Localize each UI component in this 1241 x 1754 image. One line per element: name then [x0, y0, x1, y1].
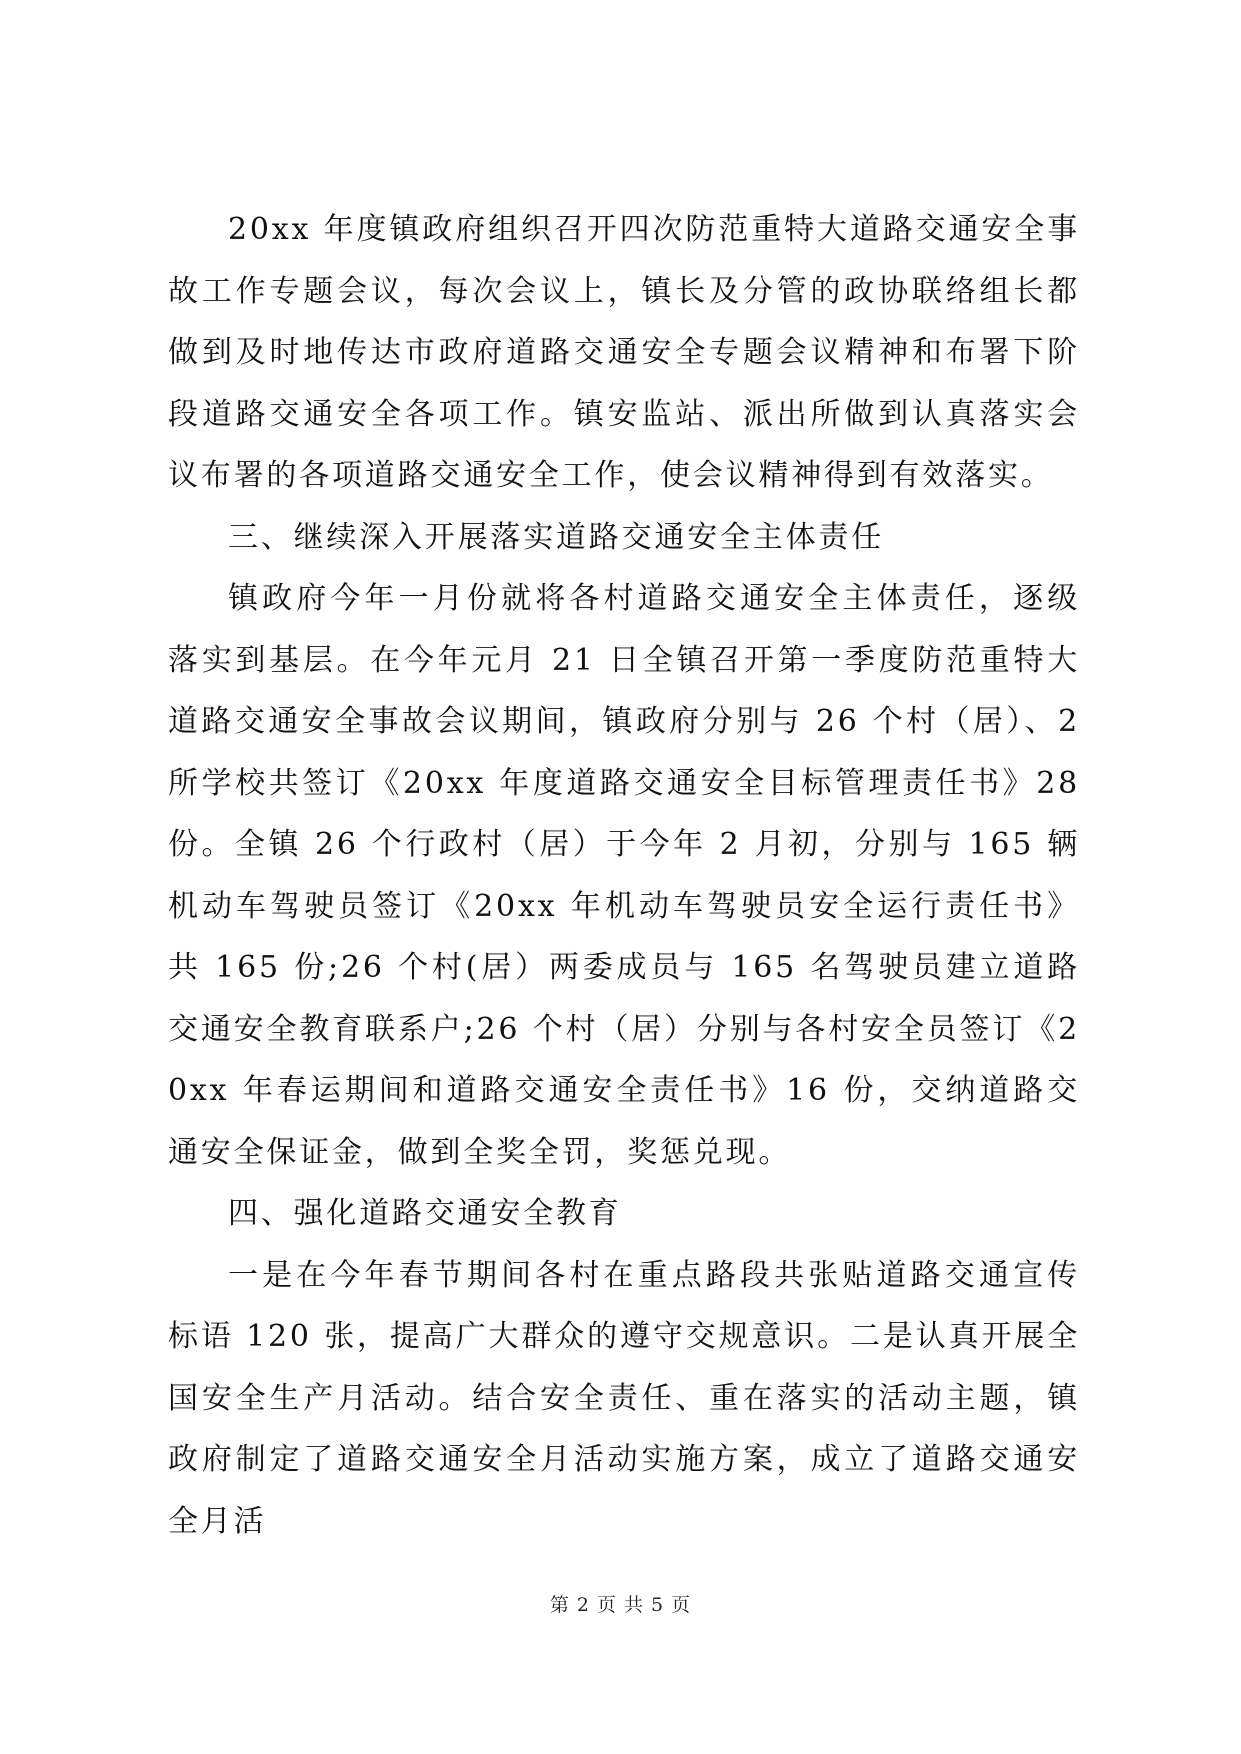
paragraph-responsibility: 镇政府今年一月份就将各村道路交通安全主体责任，逐级落实到基层。在今年元月 21 日全镇召开第一季度防范重特大道路交通安全事故会议期间，镇政府分别与 26 个村（居）、2 所学校共签订《20xx 年度道路交通安全目标管理责任书》28 份。全镇 26 个行政村（居）于今年 2 月初，分别与 165 辆机动车驾驶员签订《20xx 年机动车驾驶员安全运行责任书》共 165 份;26 个村(居）两委成员与 165 名驾驶员建立道路交通安全教育联系户;26 个村（居）分别与各村安全员签订《20xx 年春运期间和道路交通安全责任书》16 份，交纳道路交通安全保证金，做到全奖全罚，奖惩兑现。 [168, 581, 1080, 1170]
page-number-footer: 第 2 页 共 5 页 [549, 1594, 692, 1616]
paragraph-meetings: 20xx 年度镇政府组织召开四次防范重特大道路交通安全事故工作专题会议，每次会议上，镇长及分管的政协联络组长都做到及时地传达市政府道路交通安全专题会议精神和布署下阶段道路交通安全各项工作。镇安监站、派出所做到认真落实会议布署的各项道路交通安全工作，使会议精神得到有效落实。 [168, 212, 1080, 493]
document-body [168, 199, 1080, 1552]
section-heading-3: 三、继续深入开展落实道路交通安全主体责任 [228, 519, 884, 555]
section-heading-4: 四、强化道路交通安全教育 [228, 1196, 622, 1231]
paragraph-education: 一是在今年春节期间各村在重点路段共张贴道路交通宣传标语 120 张，提高广大群众的遵守交规意识。二是认真开展全国安全生产月活动。结合安全责任、重在落实的活动主题，镇政府制定了道路交通安全月活动实施方案，成立了道路交通安全月活 [168, 1257, 1080, 1539]
